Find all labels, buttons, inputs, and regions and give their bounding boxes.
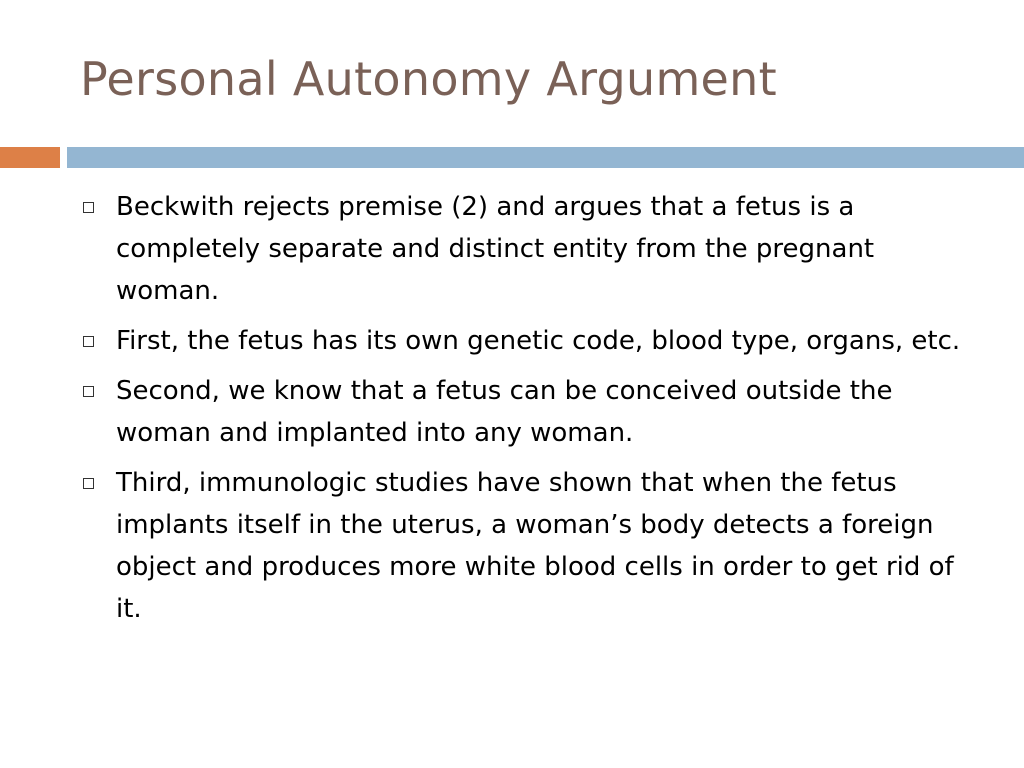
hollow-square-icon: [83, 478, 94, 489]
accent-bar-orange: [0, 147, 60, 168]
bullet-text: Third, immunologic studies have shown that when the fetus implants itself in the uterus, a woman’s body detects a foreign object and produces more white blood cells in order to get rid of it.: [116, 468, 954, 624]
bullet-text: First, the fetus has its own genetic code, blood type, organs, etc.: [116, 326, 961, 356]
hollow-square-icon: [83, 202, 94, 213]
bullet-text: Second, we know that a fetus can be conceived outside the woman and implanted into any woman.: [116, 376, 893, 448]
bullet-item: [80, 186, 980, 312]
hollow-square-icon: [83, 336, 94, 347]
bullet-text: Beckwith rejects premise (2) and argues that a fetus is a completely separate and distinct entity from the pregnant woman.: [116, 192, 875, 306]
hollow-square-icon: [83, 386, 94, 397]
accent-bar-blue: [67, 147, 1024, 168]
slide-title: Personal Autonomy Argument: [80, 52, 777, 106]
bullet-item: [80, 370, 980, 454]
bullet-item: [80, 320, 980, 362]
bullet-list: [80, 186, 980, 638]
bullet-item: [80, 462, 980, 630]
